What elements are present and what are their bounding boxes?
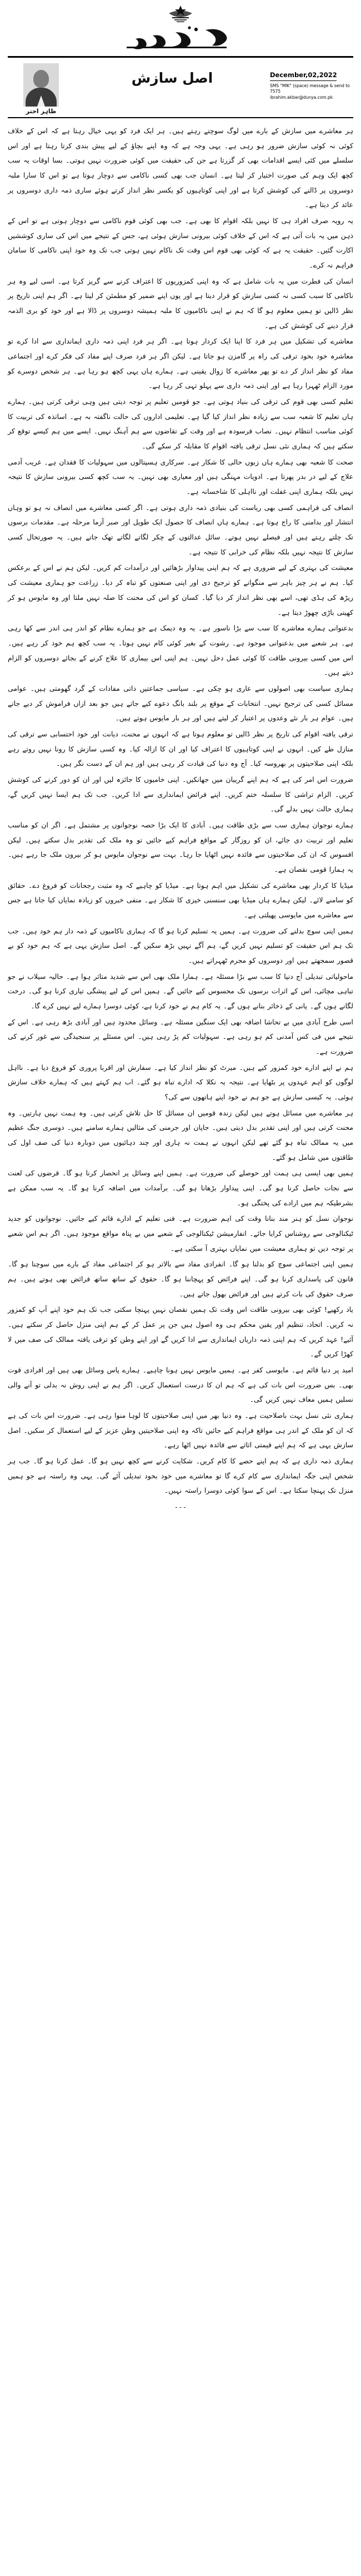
article-paragraph: ہمارے نوجوان ہماری سب سے بڑی طاقت ہیں۔ آبادی کا ایک بڑا حصہ نوجوانوں پر مشتمل ہے۔ اگر ان کو مناسب تعلیم اور تربیت دی جائے، ان کو روزگار کے مواقع فراہم کیے جائیں تو وہ ملک کی تقدیر بدل سکتے ہیں۔ لیکن افسوس کہ ان کی صلاحیتوں سے فائدہ نہیں اٹھایا جا رہا۔ بہت سے نوجوان مایوس ہو کر بیرون ملک جا رہے ہیں۔ یہ ہمارا قومی نقصان ہے۔ <box>8 820 353 873</box>
article-paragraph: صحت کا شعبہ بھی ہمارے ہاں زبوں حالی کا شکار ہے۔ سرکاری ہسپتالوں میں سہولیات کا فقدان ہے۔ غریب آدمی علاج کے لیے در بدر پھرتا ہے۔ ادویات مہنگی ہیں اور معیاری بھی نہیں۔ یہ سب کچھ کسی بیرونی سازش کا نتیجہ نہیں بلکہ ہماری اپنی غفلت اور نااہلی کا شاخسانہ ہے۔ <box>8 457 353 496</box>
article-paragraph: ضرورت اس امر کی ہے کہ ہم اپنے گریبان میں جھانکیں۔ اپنی خامیوں کا جائزہ لیں اور ان کو دور کرنے کی کوشش کریں۔ الزام تراشی کا سلسلہ ختم کریں۔ اپنے فرائض ایمانداری سے ادا کریں۔ جب تک ہم ایسا نہیں کریں گے، ہماری حالت نہیں بدلے گی۔ <box>8 775 353 814</box>
article-end-mark: ۔۔۔ <box>174 1502 187 1511</box>
article-paragraph: ہماری سیاست بھی اصولوں سے عاری ہو چکی ہے۔ سیاسی جماعتیں ذاتی مفادات کے گرد گھومتی ہیں۔ عوامی مسائل کسی کی ترجیح نہیں۔ انتخابات کے موقع پر بلند بانگ دعوے کیے جاتے ہیں جو بعد ازاں فراموش کر دیے جاتے ہیں۔ عوام ہر بار نئے وعدوں پر اعتبار کر لیتے ہیں اور ہر بار مایوس ہوتے ہیں۔ <box>8 684 353 723</box>
article-paragraph: یاد رکھیے! کوئی بھی بیرونی طاقت اس وقت تک ہمیں نقصان نہیں پہنچا سکتی جب تک ہم خود اپنے آپ کو کمزور نہ کریں۔ اتحاد، تنظیم اور یقین محکم ہی وہ اصول ہیں جن پر عمل کر کے ہم اپنی منزل حاصل کر سکتے ہیں۔ آئیے! عہد کریں کہ ہم اپنی ذمہ داریاں ایمانداری سے ادا کریں گے اور اپنے وطن کو ترقی یافتہ ممالک کی صف میں لا کھڑا کریں گے۔ <box>8 1305 353 1358</box>
article-paragraph: معیشت کی بہتری کے لیے ضروری ہے کہ ہم اپنی پیداوار بڑھائیں اور درآمدات کم کریں۔ لیکن ہم نے اس کے برعکس کیا۔ ہم نے ہر چیز باہر سے منگوانے کو ترجیح دی اور اپنی صنعتوں کو تباہ کر دیا۔ زراعت جو ہماری معیشت کی ریڑھ کی ہڈی تھی، اسے بھی نظر انداز کر دیا گیا۔ کسان کو اس کی محنت کا صلہ نہیں ملتا اور وہ مایوس ہو کر کھیتی باڑی چھوڑ دیتا ہے۔ <box>8 563 353 617</box>
crest-icon <box>8 4 353 23</box>
author-photo <box>23 63 59 107</box>
article-paragraph: ہمیں اپنی سوچ بدلنے کی ضرورت ہے۔ ہمیں یہ تسلیم کرنا ہو گا کہ ہماری ناکامیوں کے ذمہ دار ہم خود ہیں۔ جب تک ہم اس حقیقت کو تسلیم نہیں کریں گے، ہم آگے نہیں بڑھ سکیں گے۔ اصل سازش یہی ہے کہ ہم خود کو بے قصور سمجھتے ہیں اور دوسروں کو مجرم ٹھہراتے ہیں۔ <box>8 926 353 964</box>
article-paragraph: ہم نے اپنے ادارے خود کمزور کیے ہیں۔ میرٹ کو نظر انداز کیا ہے۔ سفارش اور اقربا پروری کو فروغ دیا ہے۔ نااہل لوگوں کو اہم عہدوں پر بٹھایا ہے۔ نتیجہ یہ نکلا کہ ادارے تباہ ہو گئے۔ اب ہم کہتے ہیں کہ ہمارے خلاف سازش ہوئی۔ یہ کیسی سازش ہے جو ہم نے خود اپنے ہاتھوں سے کی؟ <box>8 1063 353 1101</box>
article-paragraph: ترقی یافتہ اقوام کی تاریخ پر نظر ڈالیں تو معلوم ہوتا ہے کہ انہوں نے محنت، دیانت اور خود احتسابی سے ترقی کی منازل طے کیں۔ انہوں نے اپنی کوتاہیوں کا اعتراف کیا اور ان کا ازالہ کیا۔ وہ کسی سازش کا رونا نہیں روتے رہے بلکہ اپنی صلاحیتوں پر بھروسہ کیا۔ آج وہ دنیا کی قیادت کر رہی ہیں اور ہم ان کے دست نگر ہیں۔ <box>8 729 353 768</box>
article-paragraph: اسی طرح آبادی میں بے تحاشا اضافہ بھی ایک سنگین مسئلہ ہے۔ وسائل محدود ہیں اور آبادی بڑھ رہی ہے۔ اس کے نتیجے میں فی کس آمدنی کم ہو رہی ہے۔ سہولیات کم پڑ رہی ہیں۔ اس مسئلے پر سنجیدگی سے غور کرنے کی ضرورت ہے۔ <box>8 1017 353 1055</box>
article-paragraph: بدعنوانی ہمارے معاشرے کا سب سے بڑا ناسور ہے۔ یہ وہ دیمک ہے جو ہمارے نظام کو اندر ہی اندر سے کھا رہی ہے۔ ہر شعبے میں بدعنوانی موجود ہے۔ رشوت کے بغیر کوئی کام نہیں ہوتا۔ یہ سب کچھ ہم خود کر رہے ہیں۔ اس میں کسی بیرونی طاقت کا کوئی عمل دخل نہیں۔ ہم اپنی اس بیماری کا علاج کرنے کے بجائے دوسروں کو الزام دیتے ہیں۔ <box>8 624 353 677</box>
article-paragraph: انسان کی فطرت میں یہ بات شامل ہے کہ وہ اپنی کمزوریوں کا اعتراف کرنے سے گریز کرتا ہے۔ اسی لیے وہ ہر ناکامی کا سبب کسی نہ کسی سازش کو قرار دیتا ہے اور یوں اپنے ضمیر کو مطمئن کر لیتا ہے۔ اگر ہم اپنی تاریخ پر نظر ڈالیں تو ہمیں معلوم ہو گا کہ ہم نے اپنی ناکامیوں کا ملبہ ہمیشہ دوسروں پر ڈالا ہے اور خود کو بری الذمہ قرار دینے کی کوشش کی ہے۔ <box>8 276 353 330</box>
article-paragraph: معاشرے کی تشکیل میں ہر فرد کا اپنا ایک کردار ہوتا ہے۔ اگر ہر فرد اپنی ذمہ داری ایمانداری سے ادا کرے تو معاشرہ خود بخود ترقی کی راہ پر گامزن ہو جاتا ہے۔ لیکن اگر ہر فرد صرف اپنے مفاد کی فکر کرے اور اجتماعی مفاد کو نظر انداز کر دے تو پھر معاشرے کا زوال یقینی ہے۔ ہمارے ہاں یہی کچھ ہو رہا ہے۔ ہر شخص دوسرے کو مورد الزام ٹھہرا رہا ہے اور اپنی ذمہ داری سے پہلو تہی کر رہا ہے۔ <box>8 337 353 390</box>
author-block <box>8 63 74 115</box>
paper-logo <box>8 24 353 53</box>
article-paragraph: ہماری ذمہ داری ہے کہ ہم اپنے حصے کا کام کریں۔ شکایت کرنے سے کچھ نہیں ہو گا۔ عمل کرنا ہو گا۔ جب ہر شخص اپنی جگہ ایمانداری سے کام کرے گا تو معاشرے میں خود بخود تبدیلی آئے گی۔ یہی وہ راستہ ہے جو ہمیں منزل تک پہنچا سکتا ہے۔ اس کے سوا کوئی دوسرا راستہ نہیں۔ <box>8 1457 353 1495</box>
masthead-rule <box>8 56 353 58</box>
article-paragraph: ہر معاشرے میں مسائل ہوتے ہیں لیکن زندہ قومیں ان مسائل کا حل تلاش کرتی ہیں۔ وہ ہمت نہیں ہارتیں۔ وہ محنت کرتی ہیں اور اپنی تقدیر بدل دیتی ہیں۔ جاپان اور جرمنی کی مثالیں ہمارے سامنے ہیں۔ دوسری جنگ عظیم میں یہ ممالک تباہ ہو گئے تھے لیکن انہوں نے ہمت نہ ہاری اور چند دہائیوں میں دوبارہ دنیا کی صف اول کی طاقتوں میں شامل ہو گئے۔ <box>8 1108 353 1161</box>
sms-info: SMS "MIK" (space) message & send to 7575 <box>270 83 350 94</box>
article-paragraph: امید پر دنیا قائم ہے۔ مایوسی کفر ہے۔ ہمیں مایوس نہیں ہونا چاہیے۔ ہمارے پاس وسائل بھی ہیں اور افرادی قوت بھی۔ بس ضرورت اس بات کی ہے کہ ہم ان کا درست استعمال کریں۔ اگر ہم نے اپنی روش نہ بدلی تو آنے والی نسلیں ہمیں معاف نہیں کریں گی۔ <box>8 1366 353 1404</box>
article-paragraph: میڈیا کا کردار بھی معاشرے کی تشکیل میں اہم ہوتا ہے۔ میڈیا کو چاہیے کہ وہ مثبت رجحانات کو فروغ دے۔ حقائق کو سامنے لائے۔ لیکن ہمارے ہاں میڈیا بھی سنسنی خیزی کا شکار ہے۔ منفی خبروں کو زیادہ نمایاں کیا جاتا ہے جس سے معاشرے میں مایوسی پھیلتی ہے۔ <box>8 881 353 919</box>
article-paragraph: انصاف کی فراہمی کسی بھی ریاست کی بنیادی ذمہ داری ہوتی ہے۔ اگر کسی معاشرے میں انصاف نہ ہو تو وہاں انتشار اور بدامنی کا راج ہوتا ہے۔ ہمارے ہاں انصاف کا حصول ایک طویل اور صبر آزما مرحلہ ہے۔ مقدمات برسوں تک چلتے رہتے ہیں اور فیصلے نہیں ہوتے۔ سائل عدالتوں کے چکر لگاتے لگاتے تھک جاتے ہیں۔ یہ صورتحال کسی سازش کا نتیجہ نہیں بلکہ نظام کی خرابی کا نتیجہ ہے۔ <box>8 503 353 556</box>
headline-rule <box>8 117 353 118</box>
article-paragraph: ہر معاشرے میں سازش کے بارے میں لوگ سوچتے رہتے ہیں۔ ہر ایک فرد کو یہی خیال رہتا ہے کہ اس کے خلاف کوئی نہ کوئی سازش ضرور ہو رہی ہے۔ یہی وجہ ہے کہ وہ اپنے بچاؤ کے لیے پیش بندی کرتا رہتا ہے اور اس سلسلے میں کئی ایسے اقدامات بھی کر گزرتا ہے جن کی حقیقت میں کوئی ضرورت نہیں ہوتی۔ بسا اوقات یہ سب کچھ ایک وہم کی صورت اختیار کر لیتا ہے۔ انسان جب بھی کسی ناکامی سے دوچار ہوتا ہے تو اس کا سارا ملبہ دوسروں پر ڈالنے کی کوشش کرتا ہے اور اپنی کوتاہیوں کو یکسر نظر انداز کرتے ہوئے ساری ذمہ داری دوسروں پر عائد کر دیتا ہے۔ <box>8 127 353 209</box>
byline-block <box>270 63 353 100</box>
article-body <box>8 124 353 1498</box>
publish-date: December,02,2022 <box>270 71 337 79</box>
headline-bar <box>8 60 353 115</box>
article-paragraph: ہمیں اپنی اجتماعی سوچ کو بدلنا ہو گا۔ انفرادی مفاد سے بالاتر ہو کر اجتماعی مفاد کے بارے میں سوچنا ہو گا۔ قانون کی پاسداری کرنا ہو گی۔ اپنے فرائض کو پہچاننا ہو گا۔ حقوق کے ساتھ ساتھ فرائض بھی ہوتے ہیں۔ ہم صرف حقوق کی بات کرتے ہیں اور فرائض بھول جاتے ہیں۔ <box>8 1260 353 1298</box>
author-email[interactable]: ibrahim.akbar@dunya.com.pk <box>270 95 333 100</box>
article-paragraph: ہماری نئی نسل بہت باصلاحیت ہے۔ وہ دنیا بھر میں اپنی صلاحیتوں کا لوہا منوا رہی ہے۔ ضرورت اس بات کی ہے کہ ان کو ملک کے اندر ہی مواقع فراہم کیے جائیں تاکہ وہ اپنی صلاحیتیں وطن عزیز کے لیے استعمال کر سکیں۔ اصل سازش یہی ہے کہ ہم اپنے قیمتی اثاثے سے فائدہ نہیں اٹھا رہے۔ <box>8 1411 353 1449</box>
masthead <box>8 0 353 60</box>
article-paragraph: یہ رویہ صرف افراد ہی کا نہیں بلکہ اقوام کا بھی ہے۔ جب بھی کوئی قوم ناکامی سے دوچار ہوتی ہے تو اس کے ذہن میں یہ بات آتی ہے کہ اس کے خلاف کوئی بیرونی سازش ہوئی ہے، جس کے نتیجے میں اس کی ساری کوششیں اکارت گئیں۔ حقیقت یہ ہے کہ کوئی بھی قوم اس وقت تک ناکام نہیں ہوتی جب تک وہ خود اپنی ناکامی کا سامان فراہم نہ کرے۔ <box>8 216 353 270</box>
article-paragraph: ہمیں بھی ایسی ہی ہمت اور حوصلے کی ضرورت ہے۔ ہمیں اپنے وسائل پر انحصار کرنا ہو گا۔ قرضوں کی لعنت سے نجات حاصل کرنا ہو گی۔ اپنی پیداوار بڑھانا ہو گی۔ برآمدات میں اضافہ کرنا ہو گا۔ یہ سب ممکن ہے بشرطیکہ ہم میں ارادے کی پختگی ہو۔ <box>8 1169 353 1207</box>
date-divider <box>270 80 337 81</box>
article-paragraph: تعلیم کسی بھی قوم کی ترقی کی بنیاد ہوتی ہے۔ جو قومیں تعلیم پر توجہ دیتی ہیں وہی ترقی کرتی ہیں۔ ہمارے ہاں تعلیم کا شعبہ سب سے زیادہ نظر انداز کیا گیا ہے۔ تعلیمی اداروں کی حالت ناگفتہ بہ ہے۔ اساتذہ کی تربیت کا کوئی مناسب انتظام نہیں۔ نصاب فرسودہ ہے اور وقت کے تقاضوں سے ہم آہنگ نہیں۔ ایسے میں ہم کیسے توقع کر سکتے ہیں کہ ہماری نئی نسل ترقی یافتہ اقوام کا مقابلہ کر سکے گی۔ <box>8 397 353 451</box>
author-name: ظاہر اختر <box>26 108 57 115</box>
article-paragraph: ماحولیاتی تبدیلی آج دنیا کا سب سے بڑا مسئلہ ہے۔ ہمارا ملک بھی اس سے شدید متاثر ہوا ہے۔ حالیہ سیلاب نے جو تباہی مچائی، اس کے اثرات برسوں تک محسوس کیے جائیں گے۔ ہمیں اس کے لیے پیشگی تیاری کرنا ہو گی۔ درخت لگانے ہوں گے۔ پانی کے ذخائر بنانے ہوں گے۔ یہ کام ہم نے خود کرنا ہے، کوئی دوسرا ہمارے لیے نہیں کرے گا۔ <box>8 972 353 1010</box>
page-title: اصل سازش <box>131 70 213 86</box>
article-paragraph: نوجوان نسل کو ہنر مند بنانا وقت کی اہم ضرورت ہے۔ فنی تعلیم کے ادارے قائم کیے جائیں۔ نوجوانوں کو جدید ٹیکنالوجی سے روشناس کرایا جائے۔ انفارمیشن ٹیکنالوجی کے شعبے میں بے پناہ مواقع موجود ہیں۔ اگر ہم اس شعبے پر توجہ دیں تو ہماری معیشت میں نمایاں بہتری آ سکتی ہے۔ <box>8 1214 353 1252</box>
